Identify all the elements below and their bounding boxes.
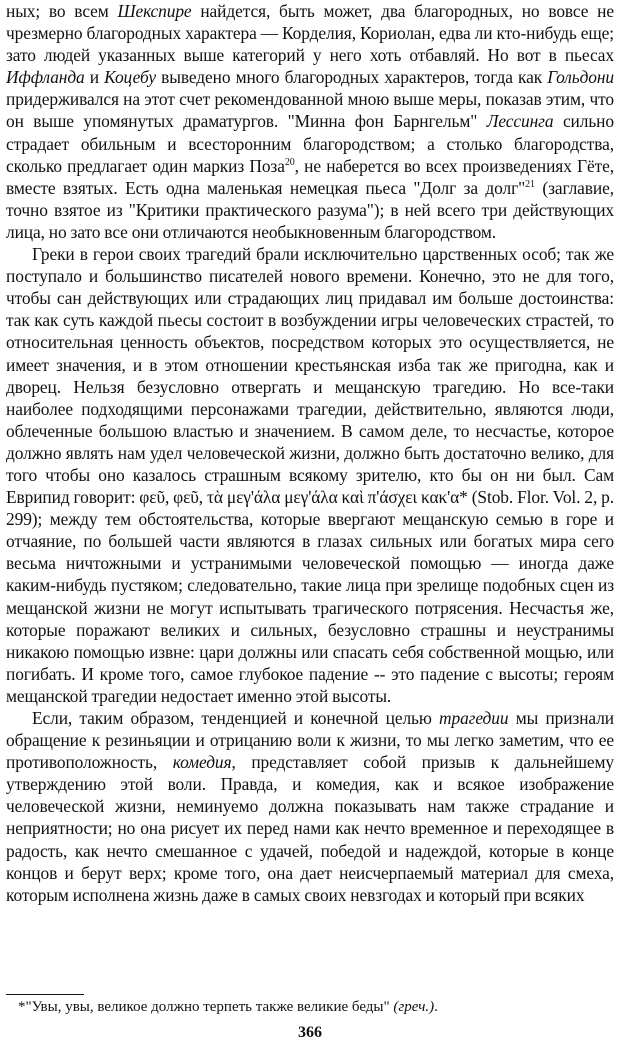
footnote xyxy=(18,998,614,1016)
text-run: Греки в герои своих трагедий брали исключительно царственных особ; так же поступало и большинство писателей нового времени. Конечно, это не для того, чтобы сан действующих или страдающих лиц придавал им больше достоинства: так как суть каждой пьесы состоит в возбуждении игры человеческих страстей, то относительная ценность объектов, посредством которых это осуществляется, не имеет значения, и в этом отношении крестьянская изба так же пригодна, как и дворец. Нельзя безусловно отвергать и мещанскую трагедию. Но все-таки наиболее подходящими персонажами трагедии, действительно, являются люди, облеченные большою властью и значением. В самом деле, то несчастье, которое должно являть нам удел человеческой жизни, должно быть достаточно велико, для того чтобы оно казалось страшным всякому зрителю, кто бы он ни был. Сам Еврипид говорит: φεῦ, φεῦ, τὰ μεγ'άλα μεγ'άλα καὶ π'άσχει κακ'α* (Stob. Flor. Vol. 2, p. 299); между тем обстоятельства, которые ввергают мещанскую семью в горе и отчаяние, по большей части являются в глазах сильных или богатых мира сего весьма ничтожными и устранимыми человеческой помощью — иногда даже каким-нибудь пустяком; следовательно, такие лица при зрелище подобных сцен из мещанской жизни не могут испытывать трагического потрясения. Несчастья же, которые поражают великих и сильных, безусловно страшны и неустранимы никакою помощью извне: цари должны или спасать себя собственной мощью, или погибать. И кроме того, самое глубокое падение -- это падение с высоты; героям мещанской трагедии недостает именно этой высоты. xyxy=(6,244,614,706)
text-run: мы признали обращение к резиньяции и отрицанию воли к жизни, то мы легко заметим, что ее противоположность, xyxy=(6,708,614,773)
text-run: найдется, быть может, два благородных, но вовсе не чрезмерно благородных характера — Корделия, Кориолан, едва ли кто-нибудь еще; зато людей указанных выше категорий у него хоть отбавляй. Но вот в пьесах xyxy=(6,1,615,66)
italic-name: трагедии xyxy=(439,708,509,728)
paragraph xyxy=(6,243,614,707)
italic-name: Шекспире xyxy=(117,1,192,21)
text-run: ных; во всем xyxy=(6,1,118,21)
text-run: и xyxy=(84,67,105,88)
text-run: придерживался на этот счет рекомендованной мною выше меры, показав этим, что он выше упомянутых драматургов. "Минна фон Барнгельм" xyxy=(6,89,614,132)
text-run: сильно страдает обильным и всесторонним благородством; а столько благородства, сколько предлагает один маркиз Поза xyxy=(6,111,614,176)
footnote-ref: 21 xyxy=(525,178,535,190)
text-run: (заглавие, точно взятое из "Критики практического разума"); в ней всего три действующих лица, но зато все они отличаются необыкновенным благородством. xyxy=(6,177,614,242)
italic-name: Гольдони xyxy=(547,67,614,88)
italic-name: комедия xyxy=(172,752,232,773)
footnote-lang-tag: (греч.) xyxy=(393,999,435,1015)
footnote-ref: 20 xyxy=(284,156,295,168)
paragraph xyxy=(6,707,614,906)
text-run: Если, таким образом, тенденцией и конечной целью xyxy=(32,708,440,728)
page-number: 366 xyxy=(298,1024,322,1041)
italic-name: Иффланда xyxy=(6,67,85,88)
footnote-divider xyxy=(6,994,84,995)
text-run: , не наберется во всех произведениях Гёте, вместе взятых. Есть одна маленькая немецкая пьеса "Долг за долг" xyxy=(6,155,614,198)
italic-name: Лессинга xyxy=(486,111,554,132)
footnote-end: . xyxy=(434,999,438,1015)
text-run: , представляет собой призыв к дальнейшему утверждению этой воли. Правда, и комедия, как и всякое изображение человеческой жизни, неминуемо должна показывать нам также страдание и неприятности; но она рисует их перед нами как нечто временное и переходящее в радость, как нечто смешанное с удачей, победой и надеждой, которые в конце концов и берут верх; кроме того, она дает неисчерпаемый материал для смеха, которым исполнена жизнь даже в самых своих невзгодах и который при всяких xyxy=(6,752,614,905)
paragraph xyxy=(6,0,614,243)
footnote-text: *"Увы, увы, великое должно терпеть также великие беды" xyxy=(18,999,394,1015)
body-text xyxy=(6,0,614,906)
text-run: выведено много благородных характеров, тогда как xyxy=(156,67,548,88)
italic-name: Коцебу xyxy=(104,67,156,88)
